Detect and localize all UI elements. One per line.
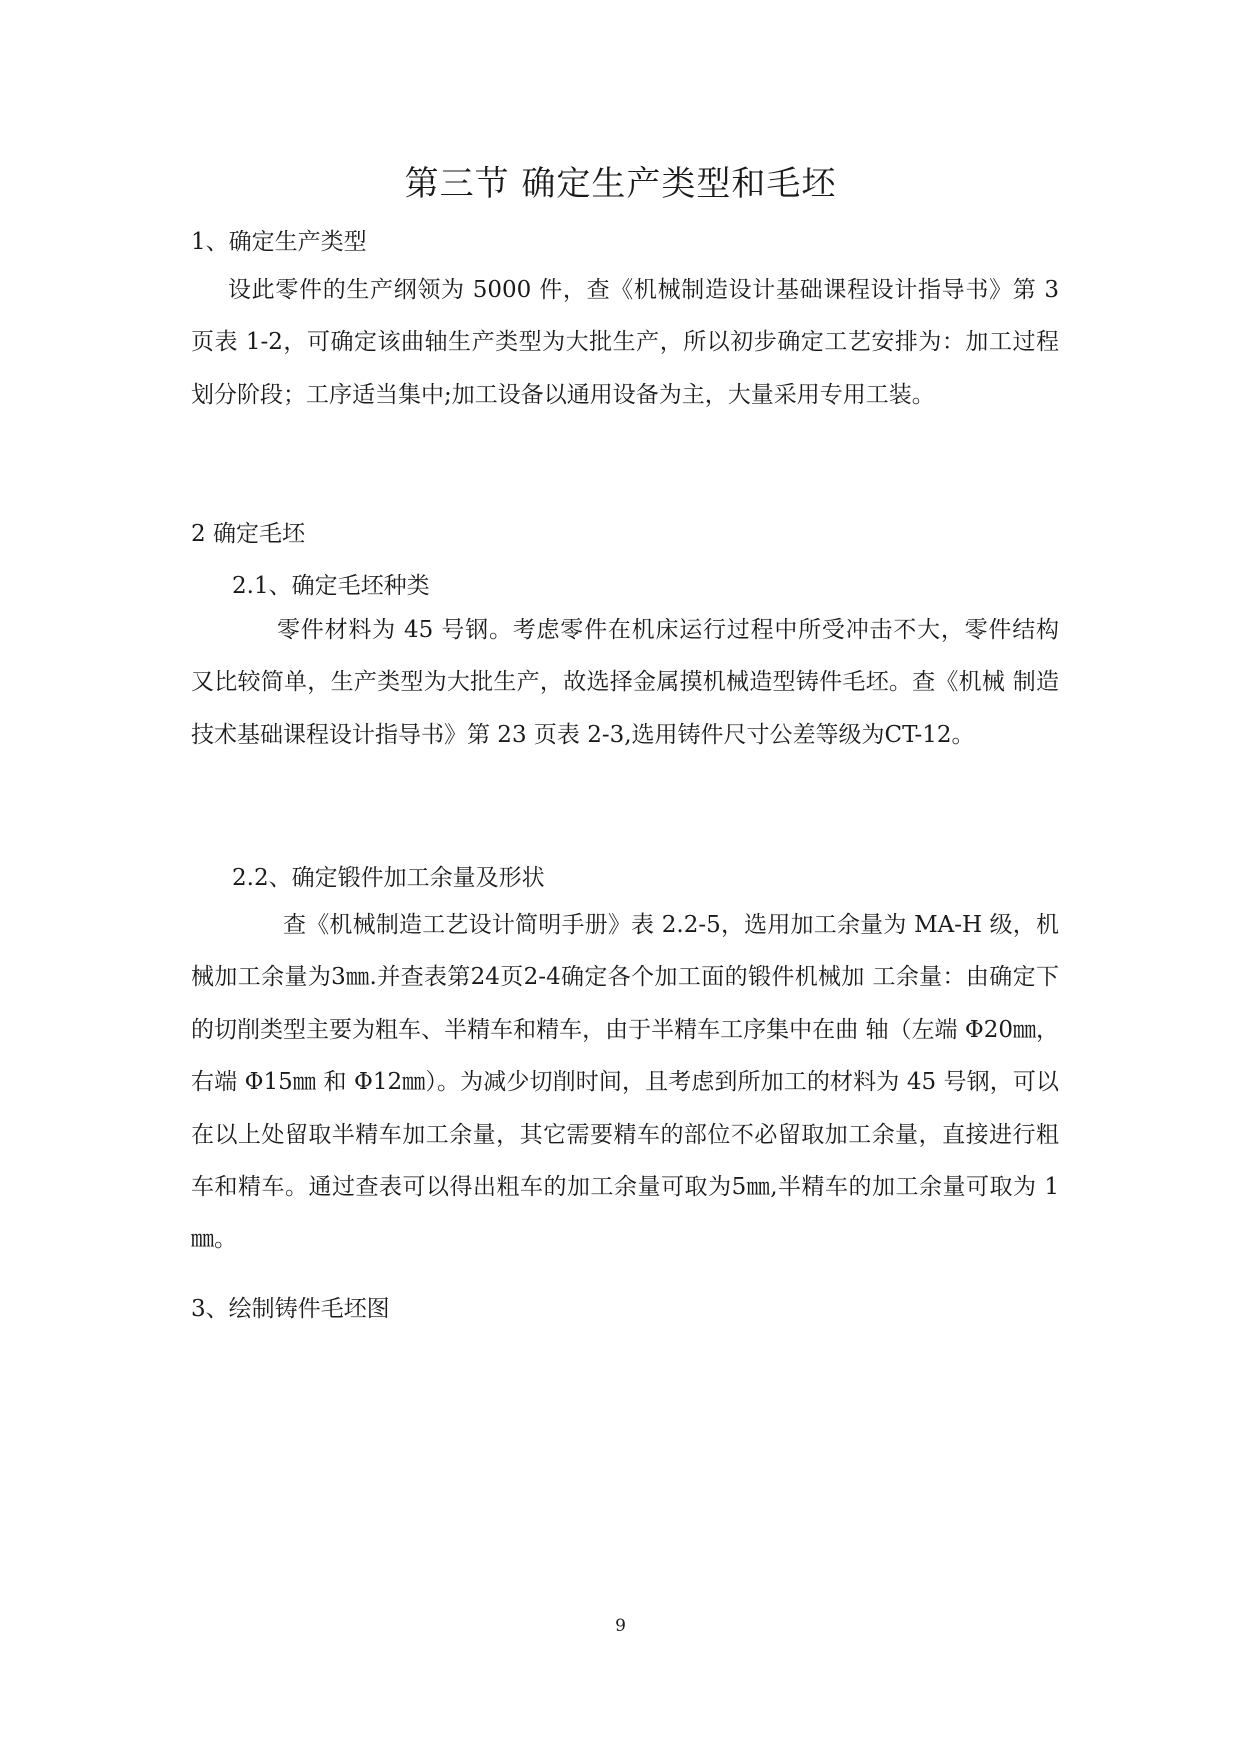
section2-2-body: 查《机械制造工艺设计简明手册》表 2.2-5，选用加工余量为 MA-H 级，机械加工余量为3㎜.并查表第24页2-4确定各个加工面的锻件机械加 工余量：由确定下的切削类型主要为粗车、半精车和精车，由于半精车工序集中在曲 轴（左端 Φ20㎜，右端 Φ15㎜ 和 Φ12㎜）。为减少切削时间，且考虑到所加工的材料为 45 号钢，可以在以上处留取半精车加工余量，其它需要精车的部位不必留取加工余量，直接进行粗车和精车。通过查表可以得出粗车的加工余量可取为5㎜,半精车的加工余量可取为 1㎜。 <box>191 912 1059 1253</box>
section2-2-heading: 2.2、确定锻件加工余量及形状 <box>232 865 545 891</box>
section2-1-heading: 2.1、确定毛坯种类 <box>232 573 430 599</box>
section3-heading: 3、绘制铸件毛坯图 <box>191 1296 390 1322</box>
section-title: 第三节 确定生产类型和毛坯 <box>404 164 837 204</box>
section2-1-body: 零件材料为 45 号钢。考虑零件在机床运行过程中所受冲击不大，零件结构 又比较简单，生产类型为大批生产，故选择金属摸机械造型铸件毛坯。查《机械 制造技术基础课程设计指导书》第 23 页表 2-3,选用铸件尺寸公差等级为CT-12。 <box>191 617 1059 748</box>
page-number: 9 <box>615 1616 626 1636</box>
section2-heading: 2 确定毛坯 <box>191 521 305 547</box>
section1-body: 设此零件的生产纲领为 5000 件，查《机械制造设计基础课程设计指导书》第 3 页表 1-2，可确定该曲轴生产类型为大批生产，所以初步确定工艺安排为：加工过程划分阶段；工序适当集中;加工设备以通用设备为主，大量采用专用工装。 <box>191 277 1059 408</box>
section1-heading: 1、确定生产类型 <box>191 229 367 255</box>
